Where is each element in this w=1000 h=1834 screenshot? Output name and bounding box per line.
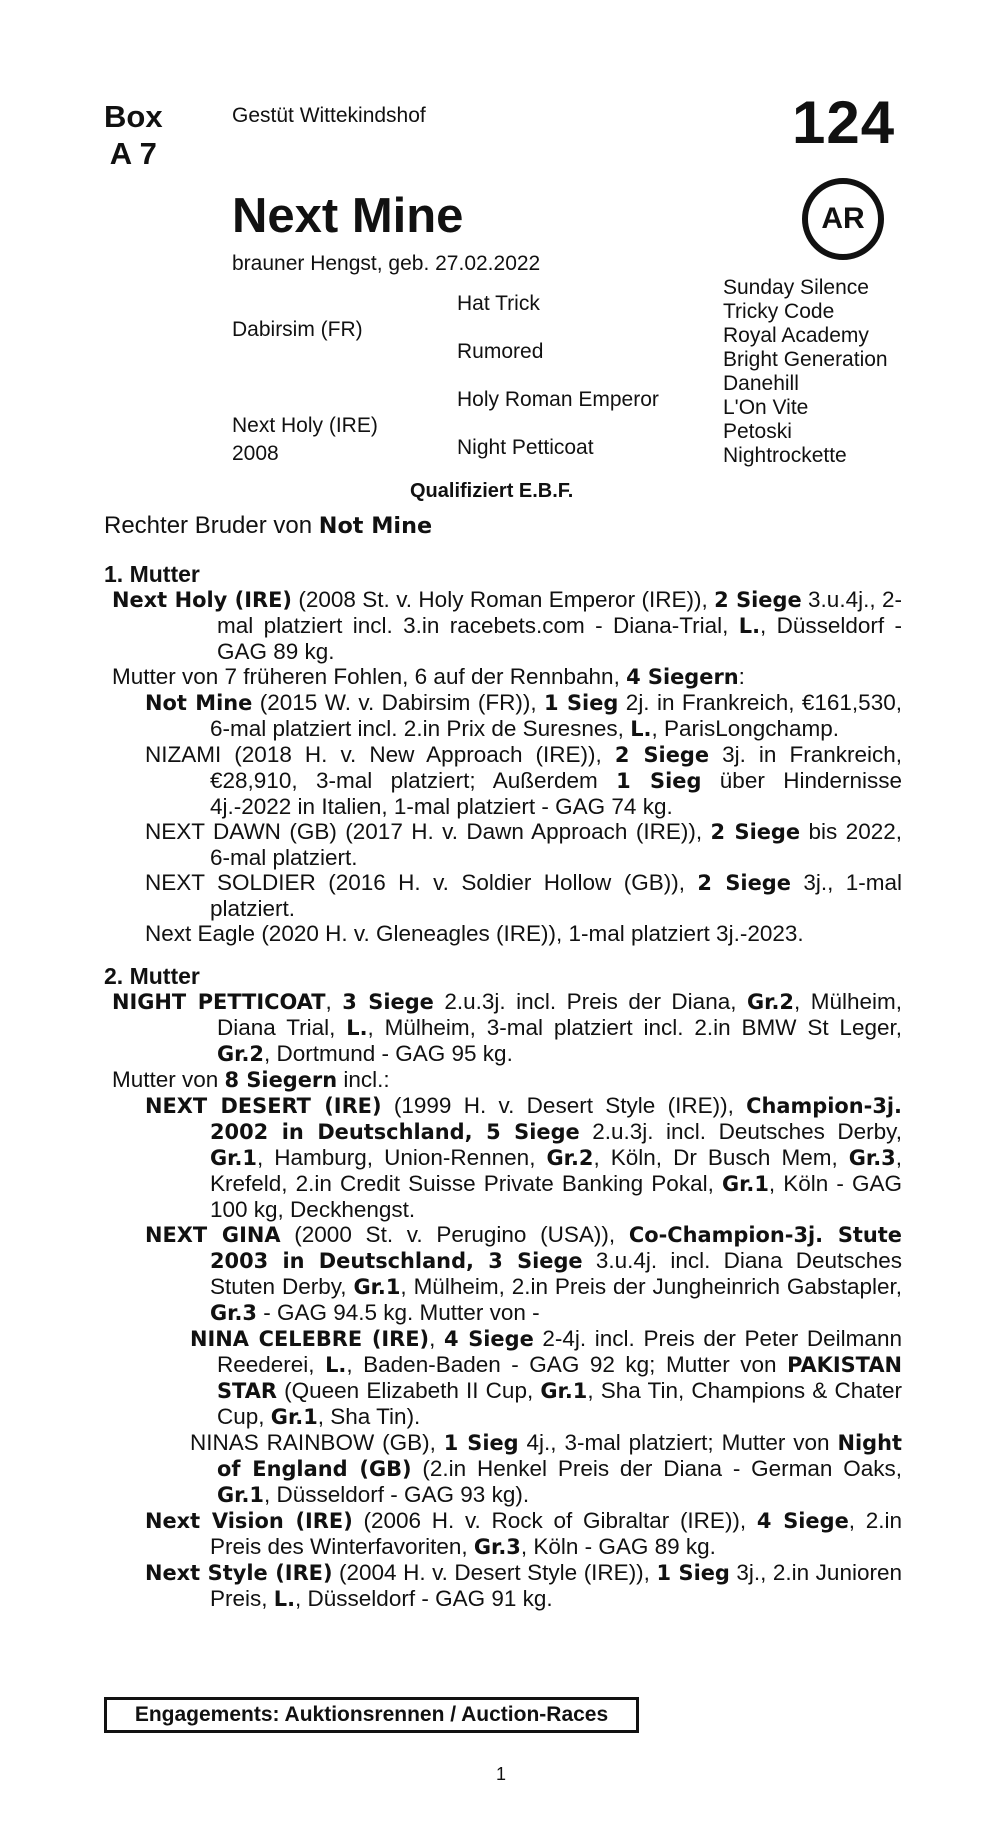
- qualification: Qualifiziert E.B.F.: [410, 480, 574, 502]
- wins: 2 Siege: [714, 588, 802, 612]
- offspring-entry: [0, 1508, 902, 1560]
- listed: L.: [273, 1587, 296, 1611]
- pedigree-dam: Next Holy (IRE): [232, 414, 378, 437]
- pedigree-gp-3: Holy Roman Emperor: [457, 388, 659, 411]
- text: (1999 H. v. Desert Style (IRE)),: [381, 1093, 747, 1118]
- offspring-name: Next Eagle: [145, 921, 256, 946]
- offspring-entry: [0, 870, 902, 921]
- offspring-name: NEXT SOLDIER: [145, 870, 316, 895]
- text: , 2.in Preis des Winterfavoriten,: [210, 1508, 902, 1559]
- pedigree-ggp: Danehill: [723, 372, 799, 395]
- text: Mutter von 7 früheren Fohlen, 6 auf der Rennbahn,: [112, 664, 627, 689]
- wins: 2 Siege: [710, 820, 801, 844]
- text: , Düsseldorf - GAG 91 kg.: [295, 1586, 553, 1611]
- text: 4j., 3-mal platziert; Mutter von: [518, 1430, 838, 1455]
- text: (Queen Elizabeth II Cup,: [276, 1378, 541, 1403]
- offspring-entry: [0, 921, 902, 946]
- text: , Dortmund - GAG 95 kg.: [263, 1041, 513, 1066]
- first-dam-foals: [0, 664, 902, 690]
- pedigree-ggp: Bright Generation: [723, 348, 888, 371]
- second-dam-entry: [0, 989, 902, 1067]
- listed: L.: [630, 717, 652, 741]
- offspring-entry: [0, 690, 902, 742]
- catalogue-body: [0, 562, 1000, 1612]
- listed: L.: [738, 614, 761, 638]
- text: , Baden-Baden - GAG 92 kg; Mutter von: [346, 1352, 788, 1377]
- wins: 2 Siege: [614, 743, 710, 767]
- offspring-name: Not Mine: [145, 691, 253, 715]
- grand-offspring-entry: [0, 1430, 902, 1508]
- group: Gr.1: [353, 1275, 401, 1299]
- group: Gr.1: [721, 1172, 769, 1196]
- champion: Co-Champion-3j. Stute 2003 in Deutschland, 3 Siege: [210, 1223, 902, 1273]
- group: Gr.2: [217, 1042, 264, 1066]
- second-dam-winners: [0, 1067, 902, 1093]
- offspring-name: NEXT DAWN (GB): [145, 819, 337, 844]
- group: Gr.3: [473, 1535, 521, 1559]
- grand-offspring-entry: [0, 1326, 902, 1430]
- offspring-name: NINA CELEBRE (IRE): [190, 1327, 430, 1351]
- pedigree-gp-1: Hat Trick: [457, 292, 540, 315]
- group: Gr.3: [848, 1146, 896, 1170]
- ar-badge-text: AR: [821, 202, 865, 235]
- text: bis 2022, 6-mal platziert.: [210, 819, 902, 870]
- pedigree-ggp: Nightrockette: [723, 444, 847, 467]
- text: (2004 H. v. Desert Style (IRE)),: [332, 1560, 657, 1585]
- pedigree-gp-2: Rumored: [457, 340, 544, 363]
- offspring-name: NEXT DESERT (IRE): [145, 1094, 382, 1118]
- dam-name: NIGHT PETTICOAT: [112, 990, 326, 1014]
- text: 2.u.3j. incl. Deutsches Derby,: [579, 1119, 903, 1144]
- text: (2016 H. v. Soldier Hollow (GB)),: [315, 870, 698, 895]
- group: Gr.2: [746, 990, 794, 1014]
- first-dam-heading: 1. Mutter: [104, 561, 200, 587]
- sibling-prefix: Rechter Bruder von: [104, 512, 319, 539]
- text: (2006 H. v. Rock of Gibraltar (IRE)),: [352, 1508, 757, 1533]
- listed: L.: [325, 1353, 347, 1377]
- pedigree-gp-4: Night Petticoat: [457, 436, 594, 459]
- box-label: [104, 98, 163, 172]
- text: , Mülheim, 2.in Preis der Jungheinrich Gabstapler,: [400, 1274, 903, 1299]
- text: , Köln, Dr Busch Mem,: [593, 1145, 849, 1170]
- horse-description: brauner Hengst, geb. 27.02.2022: [232, 252, 541, 275]
- text: (2008 St. v. Holy Roman Emperor (IRE)),: [291, 587, 715, 612]
- text: incl.:: [337, 1067, 390, 1092]
- first-dam-entry: [0, 587, 902, 664]
- wins: 1 Sieg: [443, 1431, 519, 1455]
- ar-badge: [802, 178, 884, 260]
- text: 3j., 2.in Junioren Preis,: [210, 1560, 902, 1611]
- wins: 3 Siege: [342, 990, 434, 1014]
- text: ,: [325, 989, 343, 1014]
- group: Gr.2: [546, 1146, 594, 1170]
- text: 2j. in Frankreich, €161,530, 6-mal platziert incl. 2.in Prix de Suresnes,: [210, 690, 902, 741]
- listed: L.: [346, 1016, 368, 1040]
- pedigree-ggp: Petoski: [723, 420, 792, 443]
- text: 3j., 1-mal platziert.: [210, 870, 903, 921]
- pedigree-ggp: L'On Vite: [723, 396, 809, 419]
- text: , Sha Tin).: [317, 1404, 421, 1429]
- group: Gr.1: [270, 1405, 318, 1429]
- stud-name: Gestüt Wittekindshof: [232, 104, 426, 127]
- offspring-name: Next Style (IRE): [145, 1561, 333, 1585]
- group: Gr.1: [540, 1379, 588, 1403]
- text: , Düsseldorf - GAG 93 kg).: [263, 1482, 530, 1507]
- offspring-entry: [0, 1560, 902, 1612]
- text: 3.u.4j. incl. Diana Deutsches Stuten Derby,: [210, 1248, 903, 1299]
- text: über Hindernisse 4j.-2022 in Italien, 1-mal platziert - GAG 74 kg.: [210, 768, 902, 819]
- box-number: A 7: [109, 136, 157, 172]
- text: (2017 H. v. Dawn Approach (IRE)),: [336, 819, 711, 844]
- offspring-entry: [0, 742, 902, 819]
- text: , Sha Tin, Champions & Chater Cup,: [217, 1378, 902, 1429]
- wins: 4 Siege: [443, 1327, 534, 1351]
- sibling-name: Not Mine: [318, 513, 433, 539]
- offspring-name: NEXT GINA: [145, 1223, 281, 1247]
- pedigree-great-grandparents: [723, 276, 888, 468]
- text: , Düsseldorf - GAG 89 kg.: [217, 613, 902, 664]
- sibling-note: [104, 512, 432, 540]
- pedigree-dam-year: 2008: [232, 442, 279, 465]
- wins: 1 Sieg: [544, 691, 619, 715]
- winners: 8 Siegern: [224, 1068, 338, 1092]
- wins: 1 Sieg: [656, 1561, 730, 1585]
- text: (2.in Henkel Preis der Diana - German Oaks,: [411, 1456, 902, 1481]
- text: 2.u.3j. incl. Preis der Diana,: [433, 989, 747, 1014]
- offspring-entry: [0, 1222, 902, 1326]
- page-number: 1: [496, 1764, 507, 1784]
- group: Gr.1: [217, 1483, 264, 1507]
- text: (2000 St. v. Perugino (USA)),: [280, 1222, 629, 1247]
- offspring-entry: [0, 1093, 902, 1222]
- text: , Köln - GAG 89 kg.: [520, 1534, 716, 1559]
- lot-number: 124: [792, 89, 896, 156]
- second-dam-heading: 2. Mutter: [104, 963, 200, 989]
- text: (2020 H. v. Gleneagles (IRE)), 1-mal platziert 3j.-2023.: [255, 921, 804, 946]
- text: 3j. in Frankreich, €28,910, 3-mal platziert; Außerdem: [210, 742, 903, 793]
- horse-name: Next Mine: [232, 189, 464, 243]
- text: , Köln - GAG 100 kg, Deckhengst.: [210, 1171, 903, 1222]
- champion: Champion-3j. 2002 in Deutschland, 5 Siege: [210, 1094, 902, 1144]
- text: ,: [429, 1326, 444, 1351]
- text: , Krefeld, 2.in Credit Suisse Private Banking Pokal,: [210, 1145, 902, 1196]
- text: :: [738, 664, 745, 689]
- text: , Mülheim, Diana Trial,: [217, 989, 902, 1040]
- text: (2018 H. v. New Approach (IRE)),: [221, 742, 615, 767]
- pedigree-ggp: Tricky Code: [723, 300, 835, 323]
- wins: 1 Sieg: [616, 769, 702, 793]
- offspring-name: NINAS RAINBOW (GB),: [190, 1430, 444, 1455]
- offspring-name: PAKISTAN STAR: [217, 1353, 902, 1403]
- pedigree-ggp: Sunday Silence: [723, 276, 869, 299]
- winners: 4 Siegern: [626, 665, 739, 689]
- group: Gr.3: [210, 1301, 257, 1325]
- box-word: Box: [104, 99, 163, 134]
- text: (2015 W. v. Dabirsim (FR)),: [252, 690, 544, 715]
- offspring-name: NIZAMI: [145, 742, 222, 767]
- offspring-entry: [0, 819, 902, 870]
- dam-name: Next Holy (IRE): [112, 588, 292, 612]
- offspring-name: Next Vision (IRE): [145, 1509, 353, 1533]
- pedigree-ggp: Royal Academy: [723, 324, 869, 347]
- text: 2-4j. incl. Preis der Peter Deilmann Reederei,: [217, 1326, 902, 1377]
- wins: 4 Siege: [756, 1509, 849, 1533]
- text: - GAG 94.5 kg. Mutter von -: [256, 1300, 540, 1325]
- offspring-name: Night of England (GB): [217, 1431, 902, 1481]
- text: , ParisLongchamp.: [651, 716, 840, 741]
- text: Mutter von: [112, 1067, 225, 1092]
- engagements-box: Engagements: Auktionsrennen / Auction-Races: [104, 1697, 639, 1733]
- text: , Mülheim, 3-mal platziert incl. 2.in BMW St Leger,: [367, 1015, 902, 1040]
- text: , Hamburg, Union-Rennen,: [256, 1145, 547, 1170]
- group: Gr.1: [210, 1146, 257, 1170]
- wins: 2 Siege: [697, 871, 791, 895]
- text: 3.u.4j., 2-mal platziert incl. 3.in racebets.com - Diana-Trial,: [217, 587, 902, 638]
- pedigree-sire: Dabirsim (FR): [232, 318, 363, 341]
